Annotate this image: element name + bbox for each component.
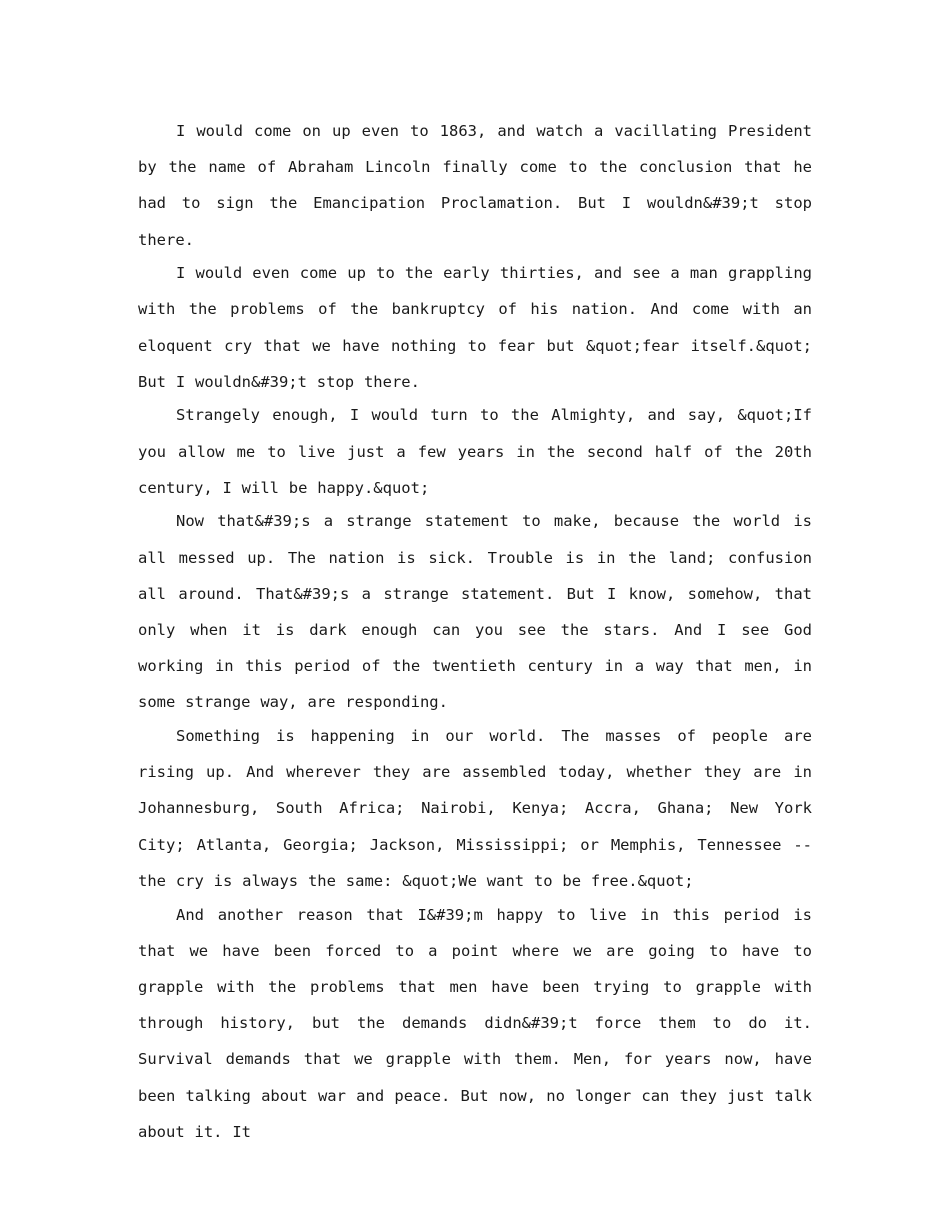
paragraph-1: I would come on up even to 1863, and watch a vacillating President by the name of Abraham Lincoln finally come to the conclusion that he had to sign the Emancipation Proclamation. But I wouldn&#39;t stop there. [138, 122, 812, 249]
paragraph-6: And another reason that I&#39;m happy to live in this period is that we have been forced to a point where we are going to have to grapple with the problems that men have been trying to grapple with through history, but the demands didn&#39;t force them to do it. Survival demands that we grapple with them. Men, for years now, have been talking about war and peace. But now, no longer can they just talk about it. It [138, 905, 812, 1141]
paragraph-4: Now that&#39;s a strange statement to make, because the world is all messed up. The nation is sick. Trouble is in the land; confusion all around. That&#39;s a strange statement. But I know, somehow, that only when it is dark enough can you see the stars. And I see God working in this period of the twentieth century in a way that men, in some strange way, are responding. [138, 512, 812, 712]
paragraph-3: Strangely enough, I would turn to the Almighty, and say, &quot;If you allow me to live just a few years in the second half of the 20th century, I will be happy.&quot; [138, 406, 812, 497]
paragraph-5: Something is happening in our world. The masses of people are rising up. And wherever they are assembled today, whether they are in Johannesburg, South Africa; Nairobi, Kenya; Accra, Ghana; New York City; Atlanta, Georgia; Jackson, Mississippi; or Memphis, Tennessee -- the cry is always the same: &quot;We want to be free.&quot; [138, 727, 812, 890]
paragraph-2: I would even come up to the early thirties, and see a man grappling with the problems of the bankruptcy of his nation. And come with an eloquent cry that we have nothing to fear but &quot;fear itself.&quot; But I wouldn&#39;t stop there. [138, 264, 812, 391]
document-body [138, 113, 812, 1147]
